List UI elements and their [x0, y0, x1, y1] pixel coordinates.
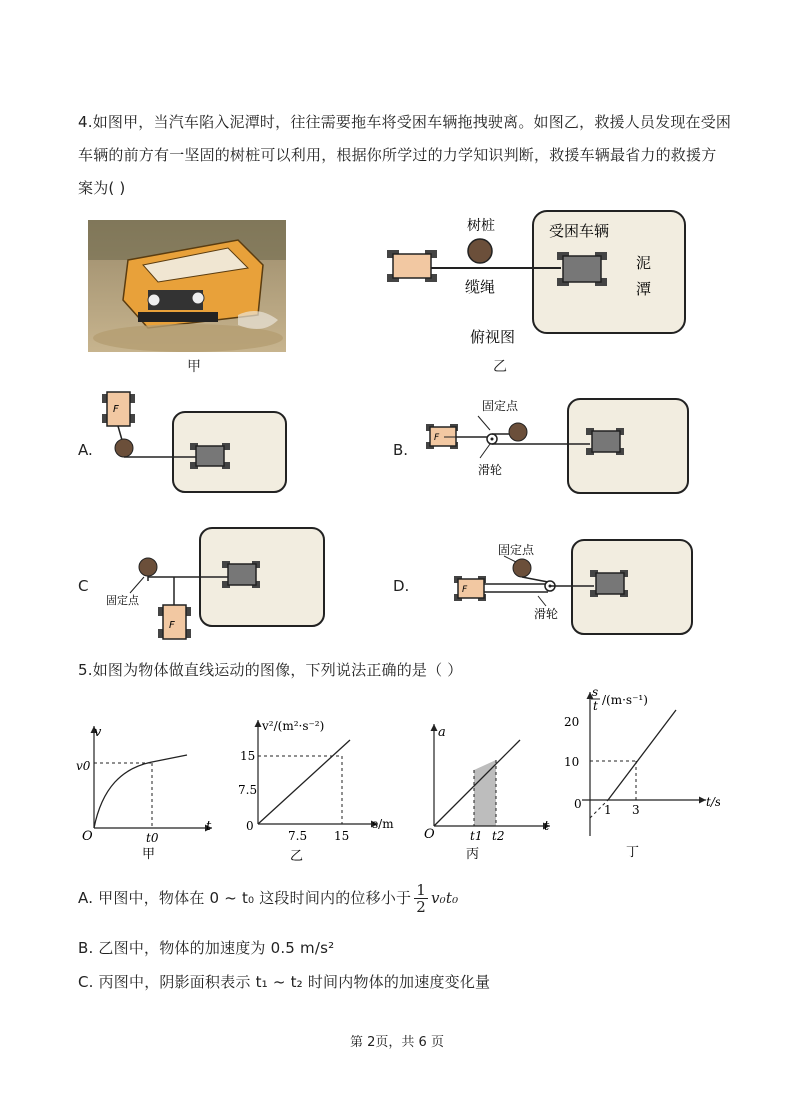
- graph-ding: [560, 686, 720, 866]
- stump-label: 树桩: [467, 218, 495, 234]
- stuck-jeep-photo: [88, 220, 286, 352]
- stuck-vehicle-label: 受困车辆: [549, 222, 610, 240]
- option-a-diagram: [98, 390, 298, 495]
- q5-option-b: B. 乙图中，物体的加速度为 0.5 m/s²: [78, 939, 335, 957]
- option-d-force: F: [462, 585, 468, 595]
- graph-ding-origin: 0: [574, 797, 582, 811]
- q5-option-a: [78, 882, 458, 915]
- graph-bing: [420, 718, 560, 866]
- graph-yi-xlabel: s/m: [372, 817, 394, 831]
- graph-ding-xtick-1: 1: [604, 803, 612, 817]
- fig-yi-caption: 乙: [493, 359, 507, 375]
- option-c-label: C: [78, 577, 89, 595]
- q4-line-1: 4.如图甲，当汽车陷入泥潭时，往往需要拖车将受困车辆拖拽驶离。如图乙，救援人员发现在受困: [78, 113, 732, 131]
- q5-stem: 5.如图为物体做直线运动的图像，下列说法正确的是（ ）: [78, 661, 463, 679]
- graph-ding-ytick-10: 10: [564, 755, 580, 769]
- option-d-fixed-point: 固定点: [498, 543, 535, 557]
- graph-bing-ylabel: a: [438, 725, 446, 740]
- option-a-force: F: [113, 404, 119, 415]
- graph-ding-caption: 丁: [626, 845, 640, 860]
- graph-jia-xlabel: t: [206, 819, 212, 834]
- graph-yi-xtick-15: 15: [334, 829, 350, 843]
- fig-jia-caption: 甲: [187, 359, 201, 375]
- graph-jia-origin: O: [82, 829, 93, 844]
- q5-option-a-fraction: [414, 882, 428, 915]
- graph-yi-ylabel: v²/(m²·s⁻²): [262, 719, 325, 733]
- option-d-pulley: 滑轮: [534, 607, 559, 621]
- graph-ding-ylabel-num: s: [592, 686, 599, 699]
- option-c-fixed-point: 固定点: [106, 594, 139, 607]
- q4-line-2: 车辆的前方有一坚固的树桩可以利用，根据你所学过的力学知识判断，救援车辆最省力的救援方: [78, 146, 717, 164]
- graph-yi-origin: 0: [246, 819, 254, 833]
- fig-yi-top-view: [383, 206, 708, 376]
- graph-jia-caption: 甲: [142, 847, 156, 862]
- mud-label-2: 潭: [636, 280, 652, 298]
- mud-label-1: 泥: [636, 254, 652, 272]
- graph-ding-ylabel-den: t: [593, 699, 598, 713]
- q5-option-a-text: A. 甲图中，物体在 0 ~ t₀ 这段时间内的位移小于: [78, 889, 412, 907]
- graph-ding-ylabel-unit: /(m·s⁻¹): [602, 693, 648, 707]
- graph-ding-ytick-20: 20: [564, 715, 580, 729]
- fraction-numerator: 1: [416, 881, 426, 899]
- option-b-pulley: 滑轮: [478, 463, 503, 477]
- option-c-diagram: [100, 525, 330, 645]
- graph-bing-xlabel: t: [544, 819, 550, 834]
- rope-label: 缆绳: [465, 278, 496, 296]
- option-a-label: A.: [78, 441, 93, 459]
- option-b-diagram: [420, 396, 695, 496]
- graph-bing-caption: 丙: [466, 847, 480, 862]
- graph-bing-t1: t1: [470, 829, 483, 843]
- graph-bing-t2: t2: [492, 829, 505, 843]
- option-d-diagram: [448, 538, 698, 638]
- graph-ding-xlabel: t/s: [706, 795, 720, 809]
- view-label: 俯视图: [470, 328, 516, 346]
- graph-jia-ylabel: v: [94, 725, 102, 740]
- graph-yi-xtick-7-5: 7.5: [288, 829, 308, 843]
- option-d-label: D.: [393, 577, 410, 595]
- q4-line-3: 案为( ): [78, 179, 126, 197]
- q5-option-c: C. 丙图中，阴影面积表示 t₁ ~ t₂ 时间内物体的加速度变化量: [78, 973, 491, 991]
- graph-jia: [72, 718, 222, 866]
- page-footer: 第 2页，共 6 页: [350, 1035, 444, 1050]
- graph-ding-xtick-3: 3: [632, 803, 640, 817]
- option-b-label: B.: [393, 441, 409, 459]
- graph-yi-caption: 乙: [290, 849, 304, 864]
- graph-yi-ytick-7-5: 7.5: [238, 783, 258, 797]
- graph-jia-v0: v0: [76, 759, 91, 773]
- option-b-fixed-point: 固定点: [482, 399, 519, 413]
- graph-bing-origin: O: [424, 827, 435, 842]
- graph-jia-t0: t0: [146, 831, 159, 845]
- graph-yi-ytick-15: 15: [240, 749, 256, 763]
- option-c-force: F: [169, 620, 175, 631]
- option-b-force: F: [434, 433, 440, 443]
- q5-option-a-tail: v₀t₀: [430, 889, 459, 907]
- graph-yi: [238, 712, 398, 866]
- fraction-denominator: 2: [416, 898, 426, 916]
